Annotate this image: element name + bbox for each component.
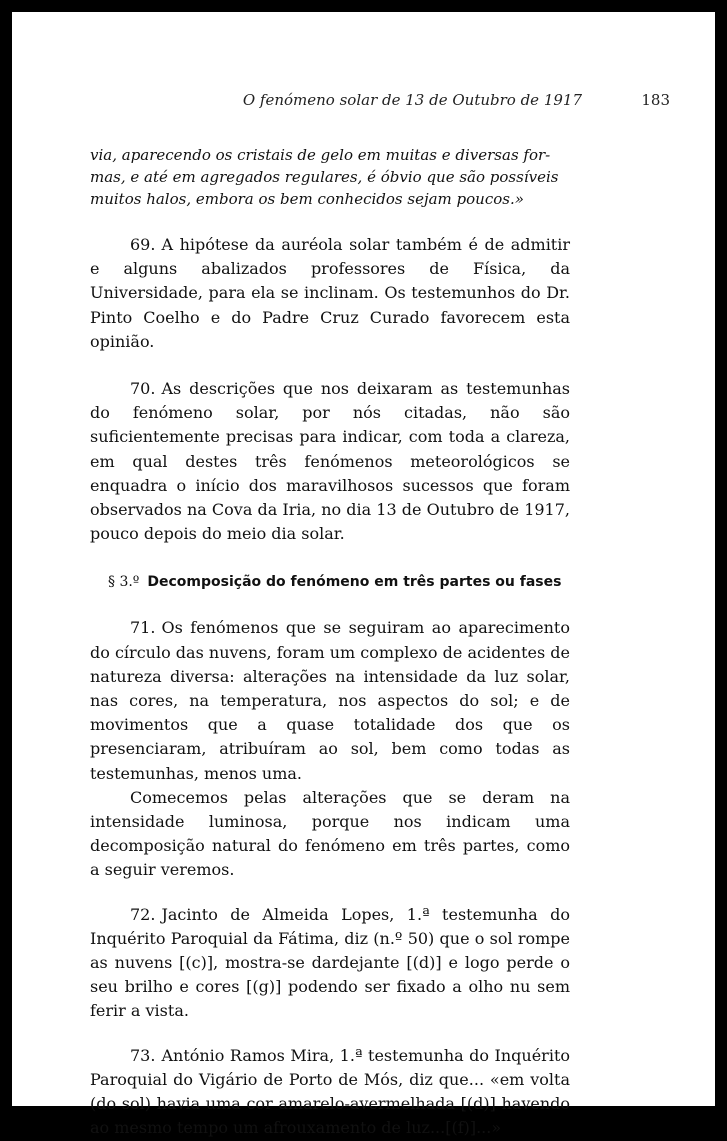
page-number: 183 — [641, 91, 670, 109]
section-number: § 3.º — [108, 574, 140, 591]
book-page — [12, 12, 715, 1138]
paragraph-text: As descrições que nos deixaram as testemunhas do fenómeno solar, por nós citadas, não são suficientemente precisas para indicar, com toda a clareza, em qual destes três fenómenos meteorológicos se enquadra o início dos maravilhosos sucessos que foram observados na Cova da Iria, no dia 13 de Outubro de 1917, pouco depois do meio dia solar. — [90, 379, 570, 544]
paragraph-text: Jacinto de Almeida Lopes, 1.ª testemunha do Inquérito Paroquial da Fátima, diz (n.º 50) que o sol rompe as nuvens [(c)], mostra-se dardejante [(d)] e logo perde o seu brilho e cores [(g)] podendo ser fixado a olho nu sem ferir a vista. — [90, 904, 570, 1021]
paragraph-72 — [90, 903, 570, 1024]
quote-line: via, aparecendo os cristais de gelo em muitas e diversas for- — [90, 146, 551, 164]
quoted-passage — [90, 144, 570, 210]
quote-line: muitos halos, embora os bem conhecidos sejam poucos.» — [90, 190, 524, 208]
section-heading — [90, 572, 570, 592]
paragraph-number: 69. — [130, 235, 156, 254]
quote-line: mas, e até em agregados regulares, é óbvio que são possíveis — [90, 168, 559, 186]
paragraph-number: 70. — [130, 379, 156, 399]
running-title: O fenómeno solar de 13 de Outubro de 1917 — [242, 91, 582, 109]
page-body — [90, 144, 570, 1141]
paragraph-number: 73. — [130, 1045, 156, 1065]
paragraph-text: António Ramos Mira, 1.ª testemunha do Inquérito Paroquial do Vigário de Porto de Mós, diz que... «em volta (do sol) havia uma cor amarelo-avermelhada [(d)] havendo ao mesmo tempo um afrouxamento de luz...[(f)]...» — [90, 1045, 570, 1138]
paragraph-71-continued: Comecemos pelas alterações que se deram na intensidade luminosa, porque nos indicam uma decomposição natural do fenómeno em três partes, como a seguir veremos. — [90, 787, 570, 880]
paragraph-70 — [90, 377, 570, 546]
paragraph-number: 72. — [130, 904, 156, 924]
paragraph-text: Os fenómenos que se seguiram ao aparecimento do círculo das nuvens, foram um complexo de acidentes de natureza diversa: alterações na intensidade da luz solar, nas cores, na temperatura, nos aspectos do sol; e de movimentos que a quase totalidade dos que os presenciaram, atribuíram ao sol, bem como todas as testemunhas, menos uma. — [90, 618, 570, 783]
paragraph-number: 71. — [130, 618, 156, 638]
paragraph-text: A hipótese da auréola solar também é de admitir e alguns abalizados professores de Física, da Universidade, para ela se inclinam. Os testemunhos do Dr. Pinto Coelho e do Padre Cruz Curado favorecem esta opinião. — [90, 235, 570, 351]
paragraph-71 — [90, 616, 570, 785]
paragraph-69 — [90, 233, 570, 354]
section-title: Decomposição do fenómeno em três partes ou fases — [147, 574, 562, 591]
paragraph-73 — [90, 1044, 570, 1141]
